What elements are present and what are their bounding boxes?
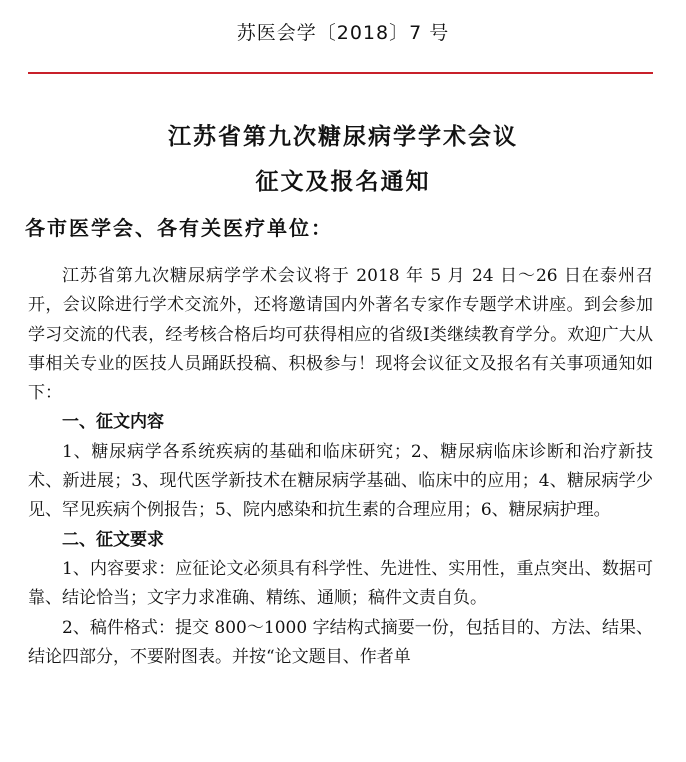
topics-paragraph: 1、糖尿病学各系统疾病的基础和临床研究；2、糖尿病临床诊断和治疗新技术、新进展；3、现代医学新技术在糖尿病学基础、临床中的应用；4、糖尿病学少见、罕见疾病个例报告；5、院内感染和抗生素的合理应用；6、糖尿病护理。 (28, 441, 653, 521)
intro-paragraph: 江苏省第九次糖尿病学学术会议将于 2018 年 5 月 24 日～26 日在泰州召开，会议除进行学术交流外，还将邀请国内外著名专家作专题学术讲座。到会参加学习交流的代表，经考核合格后均可获得相应的省级Ⅰ类继续教育学分。欢迎广大从事相关专业的医技人员踊跃投稿、积极参与！现将会议征文及报名有关事项通知如下： (28, 266, 653, 404)
requirements-content-paragraph: 1、内容要求：应征论文必须具有科学性、先进性、实用性，重点突出、数据可靠、结论恰当；文字力求准确、精练、通顺；稿件文责自负。 (28, 558, 653, 609)
red-header-rule (28, 72, 653, 74)
section-heading-requirements: 二、征文要求 (62, 529, 164, 550)
requirements-format-paragraph: 2、稿件格式：提交 800～1000 字结构式摘要一份，包括目的、方法、结果、结论四部分，不要附图表。并按“论文题目、作者单 (28, 617, 653, 667)
salutation: 各市医学会、各有关医疗单位： (25, 216, 333, 240)
document-number: 苏医会学〔2018〕7 号 (236, 22, 450, 44)
document-title: 江苏省第九次糖尿病学学术会议 (168, 124, 518, 150)
document-body (28, 262, 653, 672)
section-heading-topics: 一、征文内容 (62, 412, 164, 433)
document-subtitle: 征文及报名通知 (255, 169, 431, 195)
